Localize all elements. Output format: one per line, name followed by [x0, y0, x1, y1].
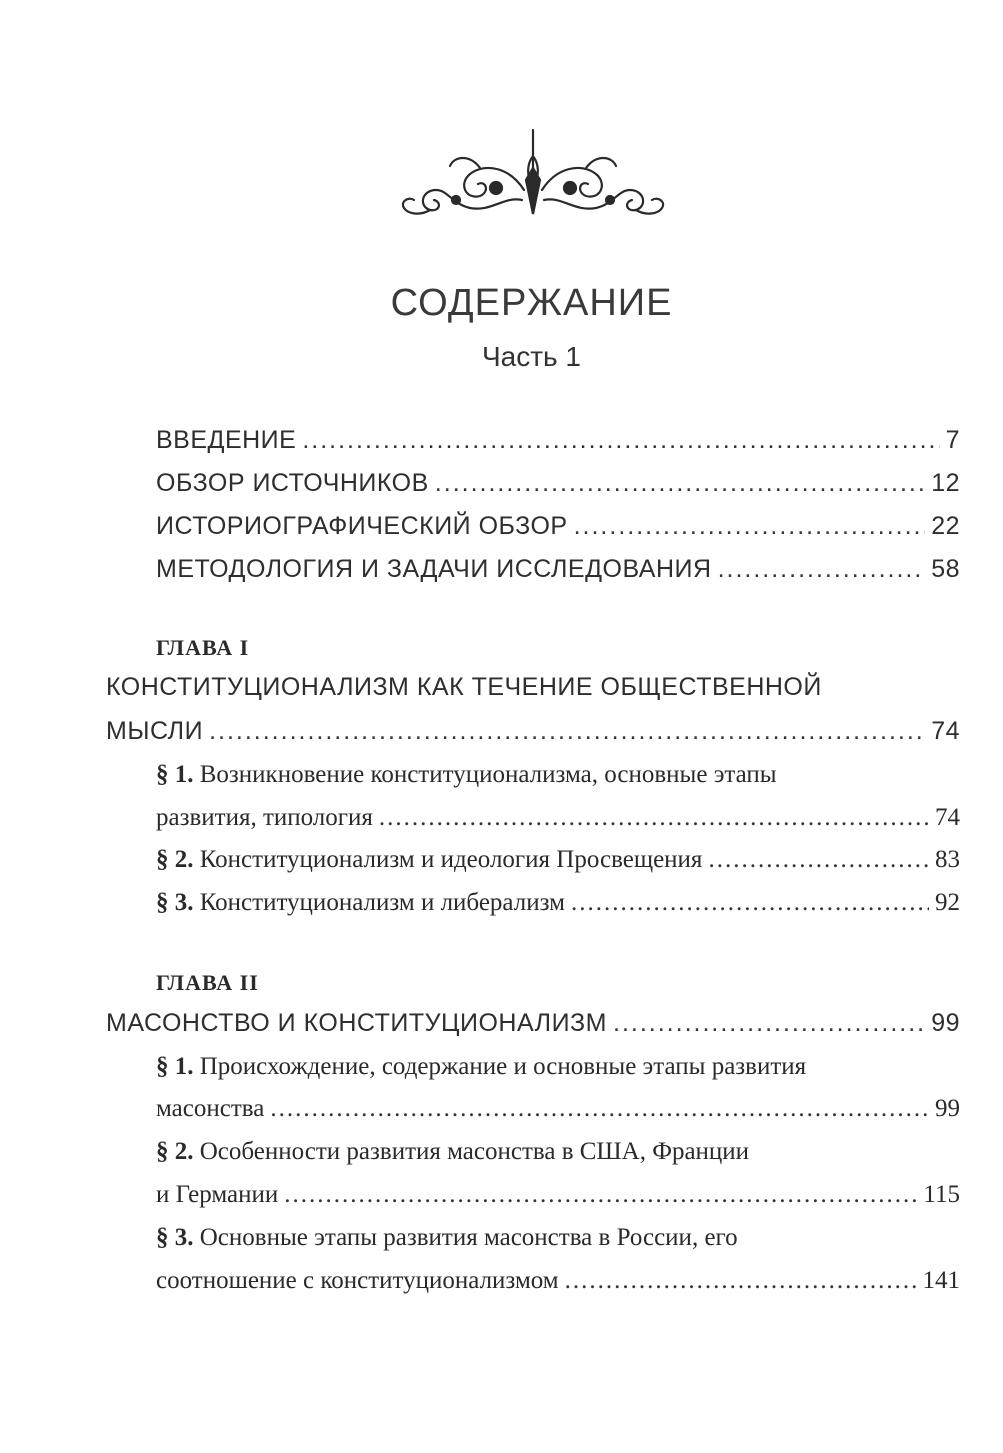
toc-entry[interactable] — [106, 716, 960, 746]
toc-entry[interactable] — [156, 554, 960, 584]
section-number: § 1. — [156, 1053, 194, 1080]
chapter-title-continued: МЫСЛИ — [106, 717, 204, 745]
section-number: § 2. — [156, 1138, 194, 1165]
dot-leader — [270, 1094, 929, 1124]
part-subtitle: Часть 1 — [482, 341, 581, 372]
toc-entry[interactable] — [156, 888, 960, 918]
toc-entry-page: 12 — [931, 469, 960, 497]
flourish-ornament-icon — [400, 128, 666, 220]
toc-entry[interactable] — [156, 1180, 960, 1210]
dot-leader — [209, 716, 925, 746]
toc-entry-label: ВВЕДЕНИЕ — [156, 426, 297, 454]
chapter-title: МАСОНСТВО И КОНСТИТУЦИОНАЛИЗМ — [106, 1009, 607, 1037]
toc-entry[interactable] — [156, 425, 960, 455]
toc-entry-page: 22 — [931, 512, 960, 540]
toc-entry-page: 99 — [931, 1009, 960, 1037]
toc-entry-page: 99 — [935, 1095, 960, 1122]
toc-entry-page: 92 — [935, 889, 960, 916]
section-title: Основные этапы развития масонства в России, его — [199, 1224, 738, 1251]
toc-entry[interactable] — [156, 803, 960, 833]
section-title-continued: развития, типология — [156, 804, 373, 831]
dot-leader — [718, 554, 926, 584]
section-title: Происхождение, содержание и основные этапы развития — [199, 1053, 807, 1080]
toc-entry-page: 58 — [931, 555, 960, 583]
toc-entry-label: МЕТОДОЛОГИЯ И ЗАДАЧИ ИССЛЕДОВАНИЯ — [156, 555, 712, 583]
dot-leader — [574, 511, 926, 541]
section-line[interactable] — [156, 1137, 749, 1167]
toc-entry[interactable] — [156, 1266, 960, 1296]
section-title-continued: и Германии — [156, 1181, 279, 1208]
toc-entry-page: 7 — [945, 426, 960, 454]
dot-leader — [284, 1180, 917, 1210]
section-line[interactable] — [156, 1052, 806, 1082]
toc-entry[interactable] — [106, 1008, 960, 1038]
dot-leader — [565, 1266, 917, 1296]
section-title-continued: соотношение с конституционализмом — [156, 1267, 559, 1294]
dot-leader — [613, 1008, 925, 1038]
toc-entry[interactable] — [156, 1094, 960, 1124]
section-title: Конституционализм и идеология Просвещения — [199, 846, 703, 873]
toc-entry[interactable] — [156, 511, 960, 541]
page-title: СОДЕРЖАНИЕ — [390, 282, 673, 324]
toc-entry-page: 141 — [922, 1267, 960, 1294]
section-line[interactable] — [156, 760, 777, 790]
section-title: Конституционализм и либерализм — [199, 889, 565, 916]
dot-leader — [571, 888, 929, 918]
toc-entry-page: 83 — [935, 846, 960, 873]
chapter-title[interactable]: КОНСТИТУЦИОНАЛИЗМ КАК ТЕЧЕНИЕ ОБЩЕСТВЕННОЙ — [106, 673, 822, 701]
toc-entry-label: ИСТОРИОГРАФИЧЕСКИЙ ОБЗОР — [156, 512, 568, 540]
dot-leader — [379, 803, 929, 833]
toc-entry[interactable] — [156, 845, 960, 875]
section-title: Особенности развития масонства в США, Франции — [199, 1138, 750, 1165]
dot-leader — [435, 468, 925, 498]
section-number: § 3. — [156, 1224, 194, 1251]
toc-entry-page: 115 — [923, 1181, 960, 1208]
section-line[interactable] — [156, 1223, 738, 1253]
section-number: § 1. — [156, 761, 194, 788]
section-number: § 2. — [156, 846, 194, 873]
chapter-label: ГЛАВА I — [156, 635, 250, 660]
toc-entry-page: 74 — [935, 804, 960, 831]
section-number: § 3. — [156, 889, 194, 916]
section-title: Возникновение конституционализма, основные этапы — [199, 761, 777, 788]
section-title-continued: масонства — [156, 1095, 265, 1122]
toc-entry-label: ОБЗОР ИСТОЧНИКОВ — [156, 469, 429, 497]
toc-entry-page: 74 — [931, 717, 960, 745]
chapter-label: ГЛАВА II — [156, 970, 259, 995]
dot-leader — [708, 845, 929, 875]
toc-entry[interactable] — [156, 468, 960, 498]
dot-leader — [302, 425, 939, 455]
